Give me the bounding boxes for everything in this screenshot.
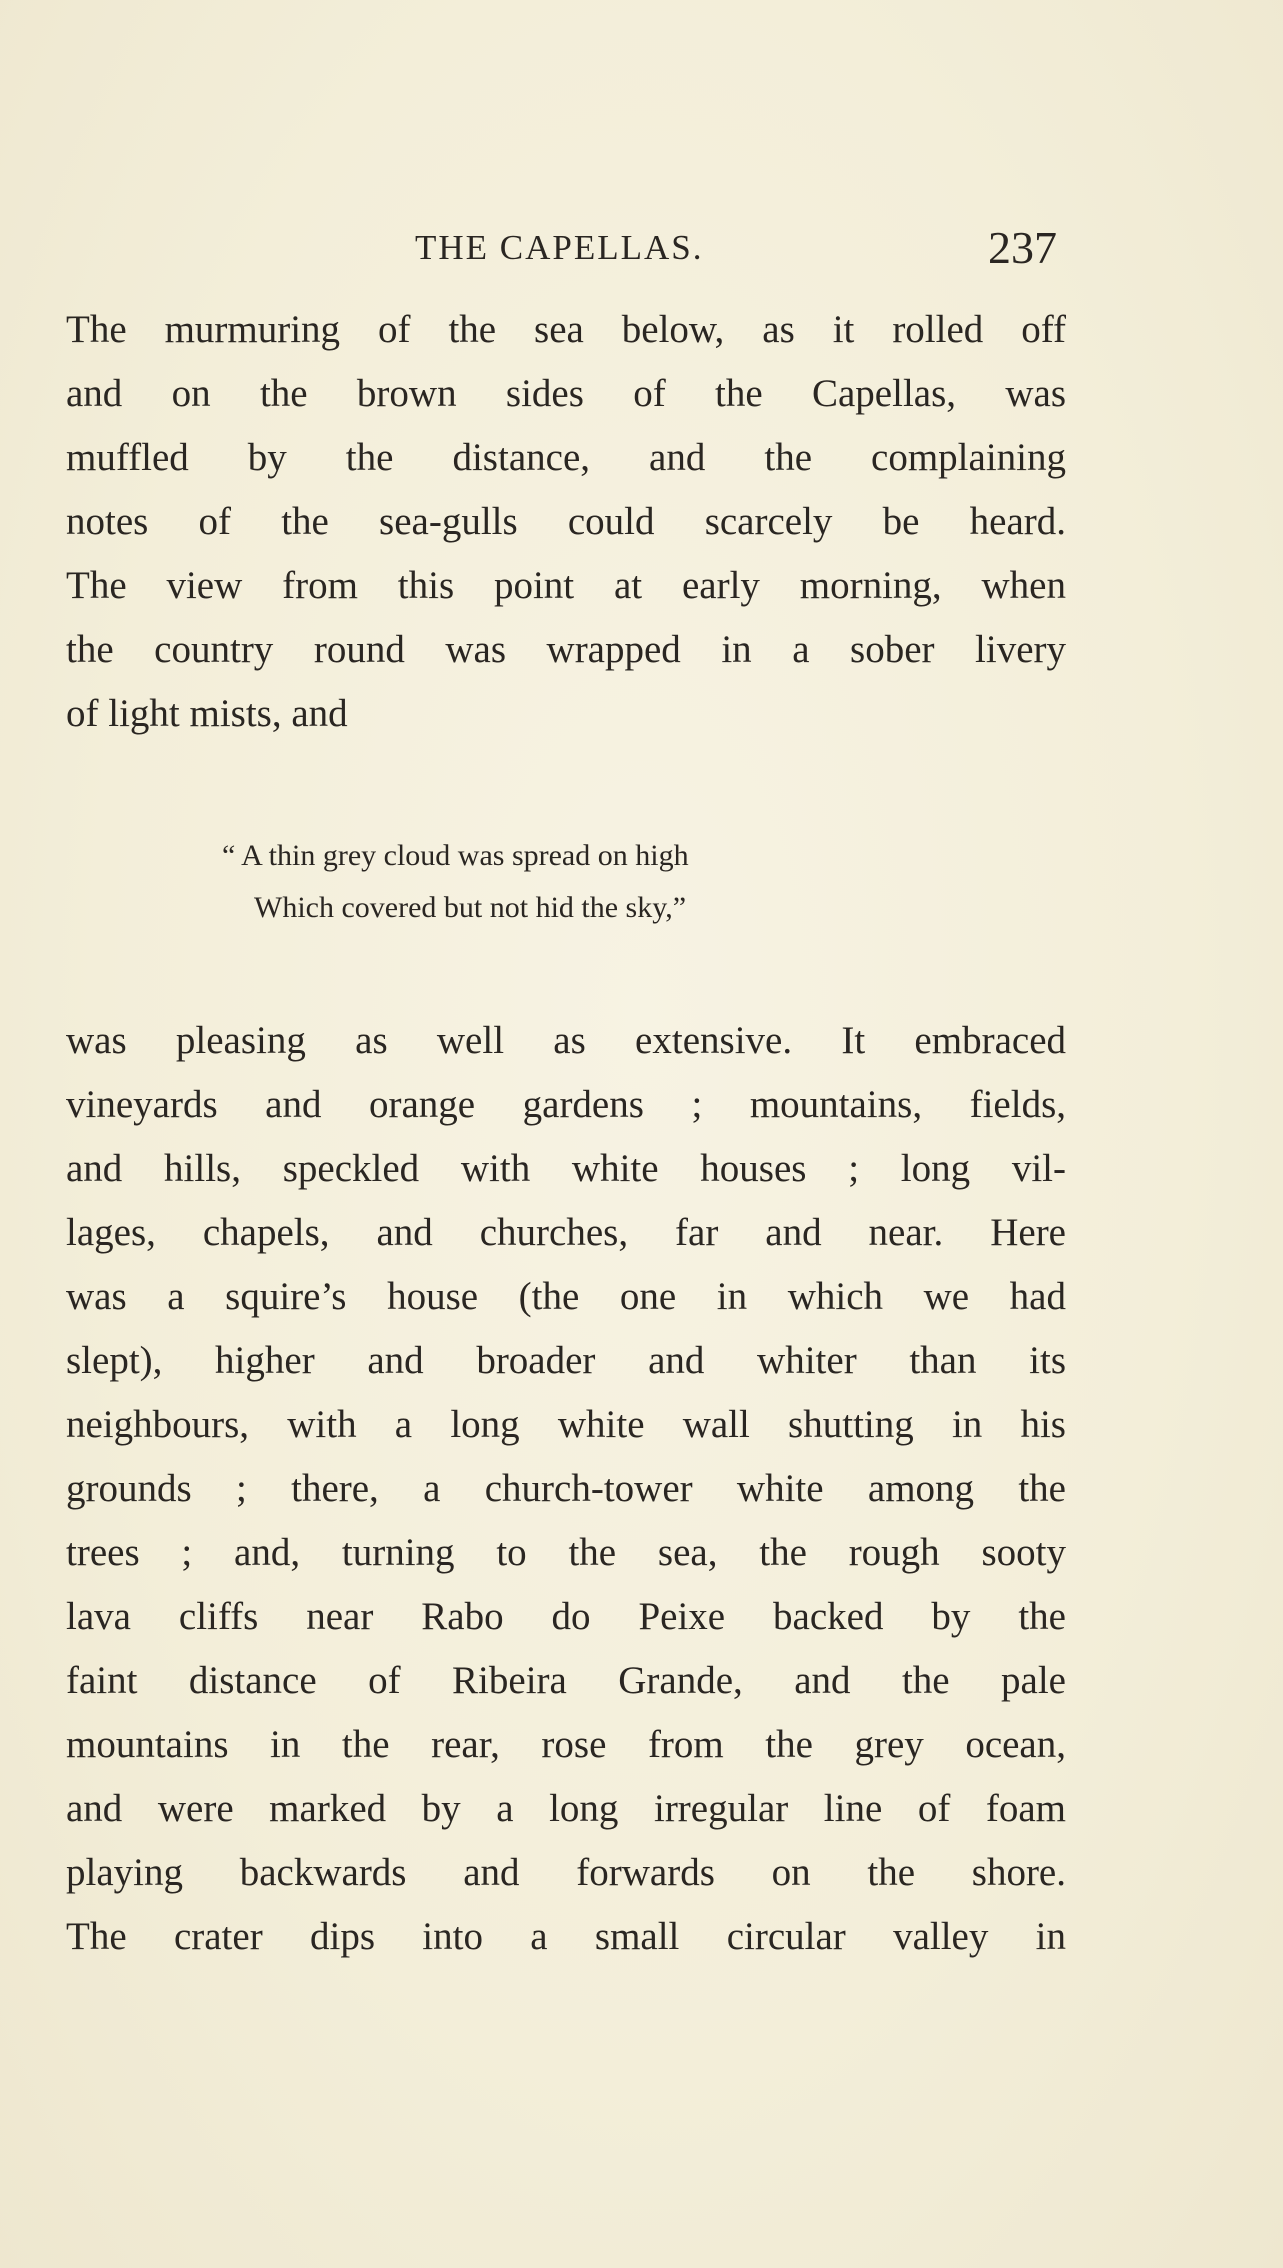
- text-line: neighbours, with a long white wall shutting in his: [66, 1403, 1066, 1446]
- verse-quotation: [222, 830, 689, 934]
- text-line: and hills, speckled with white houses ; long vil-: [66, 1147, 1066, 1190]
- text-line: and were marked by a long irregular line of foam: [66, 1787, 1066, 1830]
- text-line: The view from this point at early morning, when: [66, 564, 1066, 607]
- paragraph-2: [66, 1009, 1066, 1969]
- text-line: notes of the sea-gulls could scarcely be heard.: [66, 500, 1066, 543]
- text-line: The murmuring of the sea below, as it rolled off: [66, 308, 1066, 351]
- text-line: vineyards and orange gardens ; mountains, fields,: [66, 1083, 1066, 1126]
- page-number: 237: [988, 222, 1057, 273]
- text-line: grounds ; there, a church-tower white among the: [66, 1467, 1066, 1510]
- text-line: faint distance of Ribeira Grande, and the pale: [66, 1659, 1066, 1702]
- text-line: lages, chapels, and churches, far and near. Here: [66, 1211, 1066, 1254]
- quotation-line: “ A thin grey cloud was spread on high: [222, 839, 689, 872]
- text-line: mountains in the rear, rose from the grey ocean,: [66, 1723, 1066, 1766]
- text-line: the country round was wrapped in a sober livery: [66, 628, 1066, 671]
- text-line: lava cliffs near Rabo do Peixe backed by the: [66, 1595, 1066, 1638]
- text-line: The crater dips into a small circular valley in: [66, 1915, 1066, 1958]
- text-line: was pleasing as well as extensive. It embraced: [66, 1019, 1066, 1062]
- running-title: THE CAPELLAS.: [415, 228, 704, 267]
- paragraph-1: [66, 298, 1066, 746]
- text-line: trees ; and, turning to the sea, the rough sooty: [66, 1531, 1066, 1574]
- text-line: of light mists, and: [66, 692, 348, 735]
- page-header: [0, 218, 1283, 278]
- quotation-line: Which covered but not hid the sky,”: [254, 891, 687, 924]
- text-line: and on the brown sides of the Capellas, was: [66, 372, 1066, 415]
- text-line: was a squire’s house (the one in which we had: [66, 1275, 1066, 1318]
- text-line: playing backwards and forwards on the shore.: [66, 1851, 1066, 1894]
- text-line: slept), higher and broader and whiter than its: [66, 1339, 1066, 1382]
- text-line: muffled by the distance, and the complaining: [66, 436, 1066, 479]
